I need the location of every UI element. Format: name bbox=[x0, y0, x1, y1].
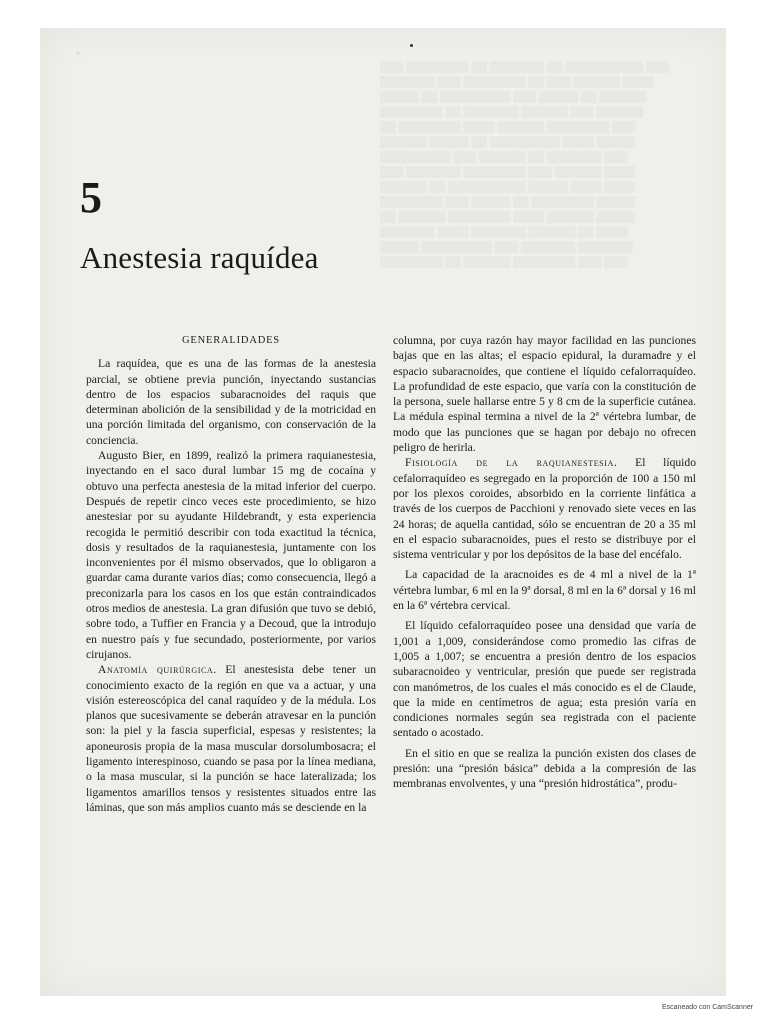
scanner-watermark: Escaneado con CamScanner bbox=[662, 1004, 754, 1011]
bleed-page-number: ◦ bbox=[76, 46, 81, 60]
paragraph-capacidad: La capacidad de la aracnoides es de 4 ml a nivel de la 1ª vértebra lumbar, 6 ml en la 9ª dorsal, 8 ml en la 6ª dorsal y 16 ml en la 6ª vértebra cervical. bbox=[393, 568, 696, 613]
paragraph-presion: En el sitio en que se realiza la punción existen dos clases de presión: una “presión básica” debida a la compresión de las membranas envolventes, y una “presión hidrostática”, produ- bbox=[393, 746, 696, 791]
print-dot bbox=[410, 44, 413, 47]
chapter-title: Anestesia raquídea bbox=[80, 240, 319, 275]
paragraph-anatomia-text: El anestesista debe tener un conocimiento exacto de la región en que va a actuar, y una visión estereoscópica del canal raquídeo y de la médula. Los planos que sucesivamente se deberán atravesar en la punción son: la piel y la fascia superficial, espesas y resistentes; la aponeurosis propia de la masa muscular dorsolumbosacra; el ligamento interespinoso, cuando se pasa por la línea mediana, o la masa muscular, si la punción se hace lateralizada; los ligamentos amarillos tensos y resistentes situados entre las láminas, que son más amplios cuanto más se desciende en la bbox=[86, 663, 376, 814]
chapter-number: 5 bbox=[80, 173, 102, 222]
paragraph-densidad: El líquido cefalorraquídeo posee una densidad que varía de 1,001 a 1,009, considerándose como promedio las cifras de 1,005 a 1,007; se encuentra a presión dentro de los espacios subaracnoideo y ventricular, presión que puede ser registrada con manómetros, de los cuales el más conocido es el de Claude, que la mide en centímetros de agua; esta presión varía en condiciones normales según sea registrada con el paciente sentado o acostado. bbox=[393, 619, 696, 740]
paragraph-fisiologia-text: El líquido cefalorraquídeo es segregado en la proporción de 100 a 150 ml por los plexos coroides, absorbido en la corriente linfática a través de los cuerpos de Pacchioni y renovado siete veces en las 24 horas; de aquella cantidad, sólo se encuentran de 20 a 35 ml en el espacio subaracnoides, pues el resto se distribuye por el sistema ventricular y por los depósitos de la base del encéfalo. bbox=[393, 456, 696, 562]
run-in-heading-fisiologia: Fisiología de la raquianestesia. bbox=[405, 456, 618, 470]
paragraph-generalidades: La raquídea, que es una de las formas de la anestesia parcial, se obtiene previa punción, inyectando sustancias dentro de los espacios subaracnoides del raquis que determinan abolición de la sensibilidad y de la motricidad en una porción limitada del organismo, con conservación de la conciencia. bbox=[86, 357, 376, 447]
paragraph-bier: Augusto Bier, en 1899, realizó la primera raquianestesia, inyectando en el saco dural lumbar 15 mg de cocaína y obtuvo una perfecta anestesia de la mitad inferior del cuerpo. Después de repetir cinco veces este procedimiento, se hizo anestesiar por su ayudante Hildebrandt, y esta experiencia recogida le permitió describir con toda exactitud la técnica, dosis y resultados de la raquianestesia, juntamente con los inconvenientes por él mismo observados, que lo obligaron a guardar cama durante varios días; como consecuencia, llegó a preconizarla para los casos en los que están contraindicados otros medios de anestesia. La gran difusión que tuvo se debió, sobre todo, a Tuffier en Francia y a Decoud, que la introdujo en nuestro país y fue secundado, posteriormente, por varios cirujanos. bbox=[86, 449, 376, 661]
paragraph-anatomia bbox=[86, 662, 376, 815]
right-column bbox=[393, 333, 696, 792]
bleed-through-top: ▒▒▒ ▒▒▒▒▒▒▒▒ ▒▒ ▒▒▒▒▒▒▒ ▒▒ ▒▒▒▒▒▒▒▒▒▒ ▒▒▒ ▒▒▒▒▒▒▒ ▒▒▒ ▒▒▒▒▒▒▒▒ ▒▒ ▒▒▒ ▒▒▒▒▒▒ ▒▒▒▒ ▒▒▒▒▒ ▒▒ ▒▒▒▒▒▒▒▒▒ ▒▒▒ ▒▒▒▒▒ ▒▒ ▒▒▒▒▒▒ ▒▒▒▒▒▒▒▒ ▒▒ ▒▒▒▒▒▒▒ ▒▒▒▒▒▒ ▒▒▒ ▒▒▒▒▒▒ ▒▒ ▒▒▒▒▒▒▒▒ ▒▒▒▒ ▒▒▒▒▒▒ ▒▒▒▒▒▒▒▒ ▒▒▒ ▒▒▒▒▒▒ ▒▒▒▒▒ ▒▒ ▒▒▒▒▒▒▒▒▒ ▒▒▒▒ ▒▒▒▒▒ ▒▒▒▒▒▒▒▒▒ ▒▒▒ ▒▒▒▒▒▒ ▒▒ ▒▒▒▒▒▒▒ ▒▒▒ ▒▒▒ ▒▒▒▒▒▒▒ ▒▒▒▒▒▒▒▒ ▒▒▒ ▒▒▒▒▒▒ ▒▒▒▒ ▒▒▒▒▒▒ ▒▒ ▒▒▒▒▒▒▒▒▒▒ ▒▒▒▒▒ ▒▒▒▒ ▒▒▒▒ ▒▒▒▒▒▒▒▒ ▒▒▒ ▒▒▒▒▒ ▒▒ ▒▒▒▒▒▒▒▒ ▒▒▒▒▒ ▒▒ ▒▒▒▒▒▒ ▒▒▒▒▒▒▒▒ ▒▒▒▒ ▒▒▒▒▒▒ ▒▒▒▒▒ ▒▒▒▒▒▒▒ ▒▒▒▒ ▒▒▒▒▒▒▒ ▒▒▒▒▒▒ ▒▒ ▒▒▒▒ ▒▒▒▒▒ ▒▒▒▒▒▒▒▒▒ ▒▒▒ ▒▒▒▒▒▒▒ ▒▒▒▒▒▒▒ ▒▒▒▒▒▒▒▒ ▒▒ ▒▒▒▒▒▒ ▒▒▒▒▒▒▒▒ ▒▒▒ ▒▒▒ bbox=[380, 61, 670, 268]
paragraph-fisiologia bbox=[393, 455, 696, 562]
section-heading: GENERALIDADES bbox=[182, 335, 280, 346]
scan-margin bbox=[726, 0, 768, 1000]
run-in-heading-anatomia: Anatomía quirúrgica. bbox=[98, 663, 217, 677]
paragraph-columna: columna, por cuya razón hay mayor facilidad en las punciones bajas que en las altas; el espacio epidural, la duramadre y el espacio subaracnoides, que contiene el líquido cefalorraquídeo. La profundidad de este espacio, que varía con la constitución de la persona, suele hallarse entre 5 y 8 cm de la superficie cutánea. La médula espinal termina a nivel de la 2ª vértebra lumbar, de modo que las punciones que se hagan por debajo no ofrecen peligro de herirla. bbox=[393, 334, 696, 455]
left-column bbox=[86, 333, 376, 815]
